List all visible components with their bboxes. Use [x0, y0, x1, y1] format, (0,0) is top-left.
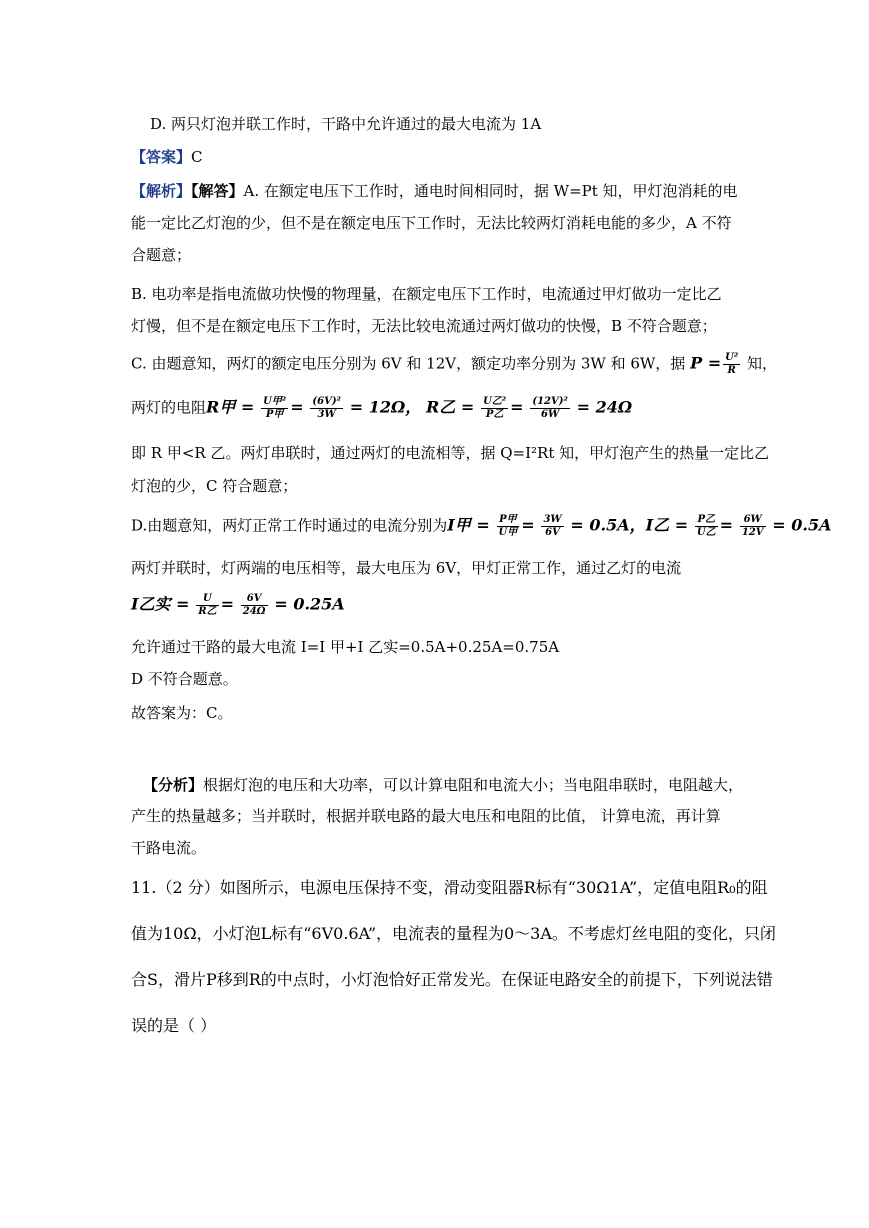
i-jia-label: I甲 = [447, 515, 490, 535]
power-fraction: $\frac{\text{U²}}{R}$ [725, 352, 739, 376]
answer-tag: 【答案】 [131, 148, 192, 166]
analysis-d-line4: 允许通过干路的最大电流 I=I 甲+I 乙实=0.5A+0.25A=0.75A [131, 638, 560, 656]
r-jia-value: = 12Ω， [349, 397, 422, 417]
i-yi-frac1: $\frac{\text{P乙}}{\text{U乙}}$ [696, 514, 716, 538]
analysis-d-line2: 两灯并联时，灯两端的电压相等，最大电压为 6V，甲灯正常工作，通过乙灯的电流 [131, 559, 682, 577]
i-yishi-value: = 0.25A [274, 594, 345, 614]
fenxi-line3: 干路电流。 [131, 839, 207, 857]
analysis-tag: 【解析】 [131, 182, 192, 200]
analysis-final: 故答案为：C。 [131, 704, 233, 722]
r-jia-label: R甲 = [206, 397, 255, 417]
i-yishi-label: I乙实 = [131, 594, 190, 614]
question-11-line3: 合S，滑片P移到R的中点时，小灯泡恰好正常发光。在保证电路安全的前提下，下列说法错 [131, 970, 773, 989]
analysis-a-line2: 能一定比乙灯泡的少，但不是在额定电压下工作时，无法比较两灯消耗电能的多少，A 不符 [131, 214, 732, 232]
i-yi-value: = 0.5A [772, 515, 832, 535]
solution-tag: 【解答】 [191, 182, 244, 200]
fenxi-line2: 产生的热量越多；当并联时，根据并联电路的最大电压和电阻的比值， 计算电流，再计算 [131, 807, 721, 825]
i-yishi-frac2: $\frac{6V}{24\Omega}$ [242, 593, 266, 617]
fenxi-line1: 【分析】根据灯泡的电压和大功率，可以计算电阻和电流大小；当电阻串联时，电阻越大， [143, 776, 744, 794]
fenxi-tag: 【分析】 [143, 776, 204, 794]
i-yi-frac2: $\frac{6W}{12V}$ [741, 514, 764, 538]
question-11-line1: 11.（2 分）如图所示，电源电压保持不变，滑动变阻器R标有“30Ω1A”，定值电阻R₀的阻 [131, 878, 768, 897]
question-11-line2: 值为10Ω，小灯泡L标有“6V0.6A”，电流表的量程为0～3A。不考虑灯丝电阻的变化，只闭 [131, 924, 776, 943]
analysis-c-line3: 即 R 甲<R 乙。两灯串联时，通过两灯的电流相等，据 Q=I²Rt 知，甲灯泡产生的热量一定比乙 [131, 444, 770, 462]
i-jia-value: = 0.5A， [570, 515, 646, 535]
analysis-c-line1: C. 由题意知，两灯的额定电压分别为 6V 和 12V，额定功率分别为 3W 和 6W，据 P = $\frac{\text{U²}}{R}$ 知， [131, 352, 778, 376]
answer-line [131, 147, 203, 167]
i-yishi-frac1: $\frac{U}{\text{R乙}}$ [198, 593, 217, 617]
power-formula: P = [690, 353, 722, 373]
r-yi-frac1: $\frac{\text{U乙²}}{\text{P乙}}$ [483, 396, 507, 420]
r-jia-frac2: $\frac{\text{(6V)²}}{3W}$ [312, 396, 341, 420]
analysis-c-line4: 灯泡的少，C 符合题意； [131, 477, 298, 495]
analysis-b-line2: 灯慢，但不是在额定电压下工作时，无法比较电流通过两灯做功的快慢，B 不符合题意； [131, 317, 717, 335]
analysis-c-line2: 两灯的电阻R甲 = $\frac{\text{U甲²}}{\text{P甲}}$ = $\frac{\text{(6V)²}}{3W}$ = 12Ω， R乙 = $\frac{\text{U乙²}}{\text{P乙}}$ = $\frac{\text{(12V)²}}{6W}$ = 24Ω [131, 396, 633, 420]
question-11-line4: 误的是（ ） [131, 1016, 217, 1035]
r-yi-frac2: $\frac{\text{(12V)²}}{6W}$ [532, 396, 568, 420]
i-yi-label: I乙 = [645, 515, 689, 535]
option-d: D. 两只灯泡并联工作时，干路中允许通过的最大电流为 1A [150, 115, 542, 133]
analysis-d-line5: D 不符合题意。 [131, 670, 238, 688]
r-yi-value: = 24Ω [576, 397, 633, 417]
i-jia-frac2: $\frac{3W}{6V}$ [543, 514, 562, 538]
i-jia-frac1: $\frac{\text{P甲}}{\text{U甲}}$ [498, 514, 518, 538]
analysis-d-line1: D.由题意知，两灯正常工作时通过的电流分别为I甲 = $\frac{\text{P甲}}{\text{U甲}}$ = $\frac{3W}{6V}$ = 0.5A，I乙 = $\frac{\text{P乙}}{\text{U乙}}$ = $\frac{6W}{12V}$ = 0.5A [131, 514, 832, 538]
analysis-b-line1: B. 电功率是指电流做功快慢的物理量，在额定电压下工作时，电流通过甲灯做功一定比乙 [131, 285, 722, 303]
analysis-a-line1: 【解析】【解答】A. 在额定电压下工作时，通电时间相同时，据 W=Pt 知，甲灯泡消耗的电 [131, 182, 738, 200]
r-yi-label: R乙 = [426, 397, 475, 417]
analysis-d-line3: I乙实 = $\frac{U}{\text{R乙}}$ = $\frac{6V}{24\Omega}$ = 0.25A [131, 593, 345, 617]
analysis-a-line3: 合题意； [131, 246, 192, 264]
answer-value: C [191, 148, 203, 166]
r-jia-frac1: $\frac{\text{U甲²}}{\text{P甲}}$ [263, 396, 287, 420]
